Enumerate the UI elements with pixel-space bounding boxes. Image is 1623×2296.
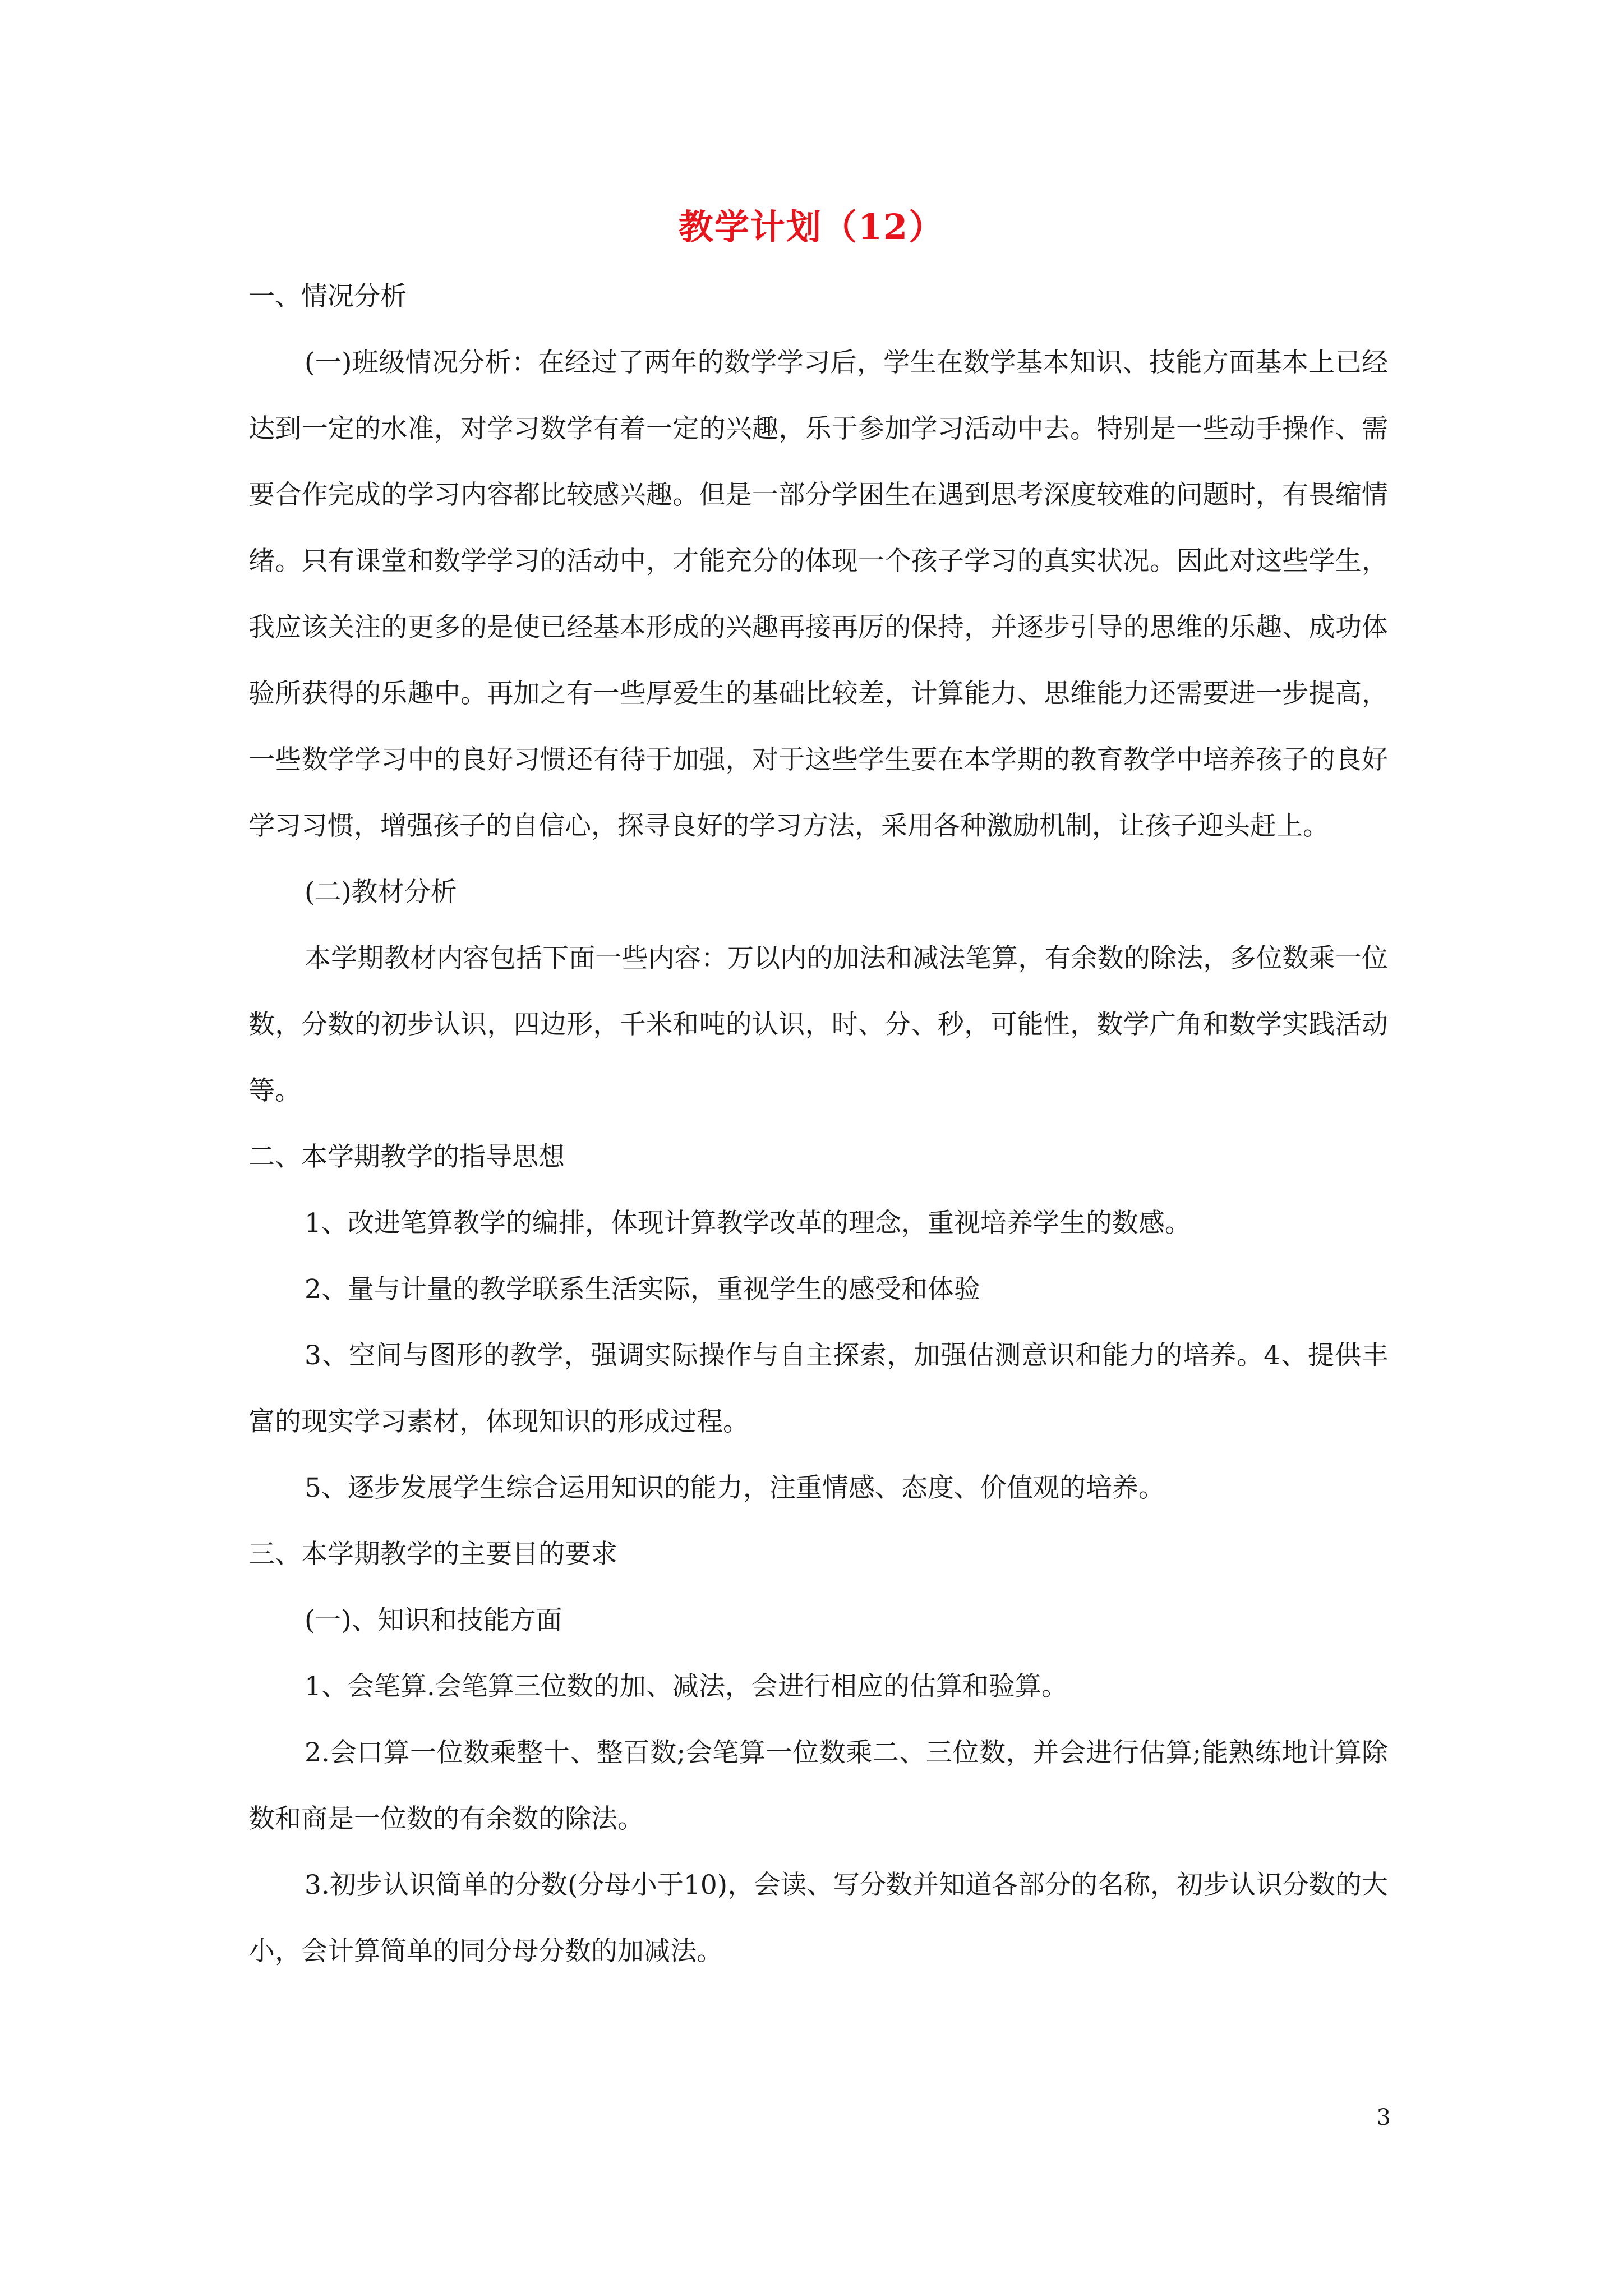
paragraph-class-analysis: (一)班级情况分析：在经过了两年的数学学习后，学生在数学基本知识、技能方面基本上已经达到一定的水准，对学习数学有着一定的兴趣，乐于参加学习活动中去。特别是一些动手操作、需要合作完成的学习内容都比较感兴趣。但是一部分学困生在遇到思考深度较难的问题时，有畏缩情绪。只有课堂和数学学习的活动中，才能充分的体现一个孩子学习的真实状况。因此对这些学生，我应该关注的更多的是使已经基本形成的兴趣再接再厉的保持，并逐步引导的思维的乐趣、成功体验所获得的乐趣中。再加之有一些厚爱生的基础比较差，计算能力、思维能力还需要进一步提高，一些数学学习中的良好习惯还有待于加强，对于这些学生要在本学期的教育教学中培养孩子的良好学习习惯，增强孩子的自信心，探寻良好的学习方法，采用各种激励机制，让孩子迎头赶上。 <box>248 347 1388 841</box>
subheading-knowledge-skills: (一)、知识和技能方面 <box>305 1605 562 1636</box>
list-item-objective-2: 2.会口算一位数乘整十、整百数;会笔算一位数乘二、三位数，并会进行估算;能熟练地计算除数和商是一位数的有余数的除法。 <box>248 1737 1388 1834</box>
subheading-textbook-analysis: (二)教材分析 <box>305 877 457 908</box>
list-item-guiding-3-4: 3、空间与图形的教学，强调实际操作与自主探索，加强估测意识和能力的培养。4、提供丰富的现实学习素材，体现知识的形成过程。 <box>248 1340 1388 1437</box>
section-heading-objectives: 三、本学期教学的主要目的要求 <box>248 1539 617 1570</box>
paragraph-textbook-content: 本学期教材内容包括下面一些内容：万以内的加法和减法笔算，有余数的除法，多位数乘一位数，分数的初步认识，四边形，千米和吨的认识，时、分、秒，可能性，数学广角和数学实践活动等。 <box>248 943 1388 1106</box>
section-heading-guiding-ideas: 二、本学期教学的指导思想 <box>248 1142 565 1172</box>
list-item-guiding-1: 1、改进笔算教学的编排，体现计算教学改革的理念，重视培养学生的数感。 <box>305 1208 1191 1239</box>
document-body <box>248 264 1388 1985</box>
section-heading-situation-analysis: 一、情况分析 <box>248 281 407 312</box>
list-item-objective-1: 1、会笔算.会笔算三位数的加、减法，会进行相应的估算和验算。 <box>305 1671 1068 1702</box>
list-item-guiding-5: 5、逐步发展学生综合运用知识的能力，注重情感、态度、价值观的培养。 <box>305 1473 1165 1503</box>
list-item-objective-3: 3.初步认识简单的分数(分母小于10)，会读、写分数并知道各部分的名称，初步认识分数的大小，会计算简单的同分母分数的加减法。 <box>248 1870 1388 1967</box>
page-number: 3 <box>1376 2105 1391 2131</box>
list-item-guiding-2: 2、量与计量的教学联系生活实际，重视学生的感受和体验 <box>305 1274 980 1305</box>
document-title: 教学计划（12） <box>678 206 945 247</box>
